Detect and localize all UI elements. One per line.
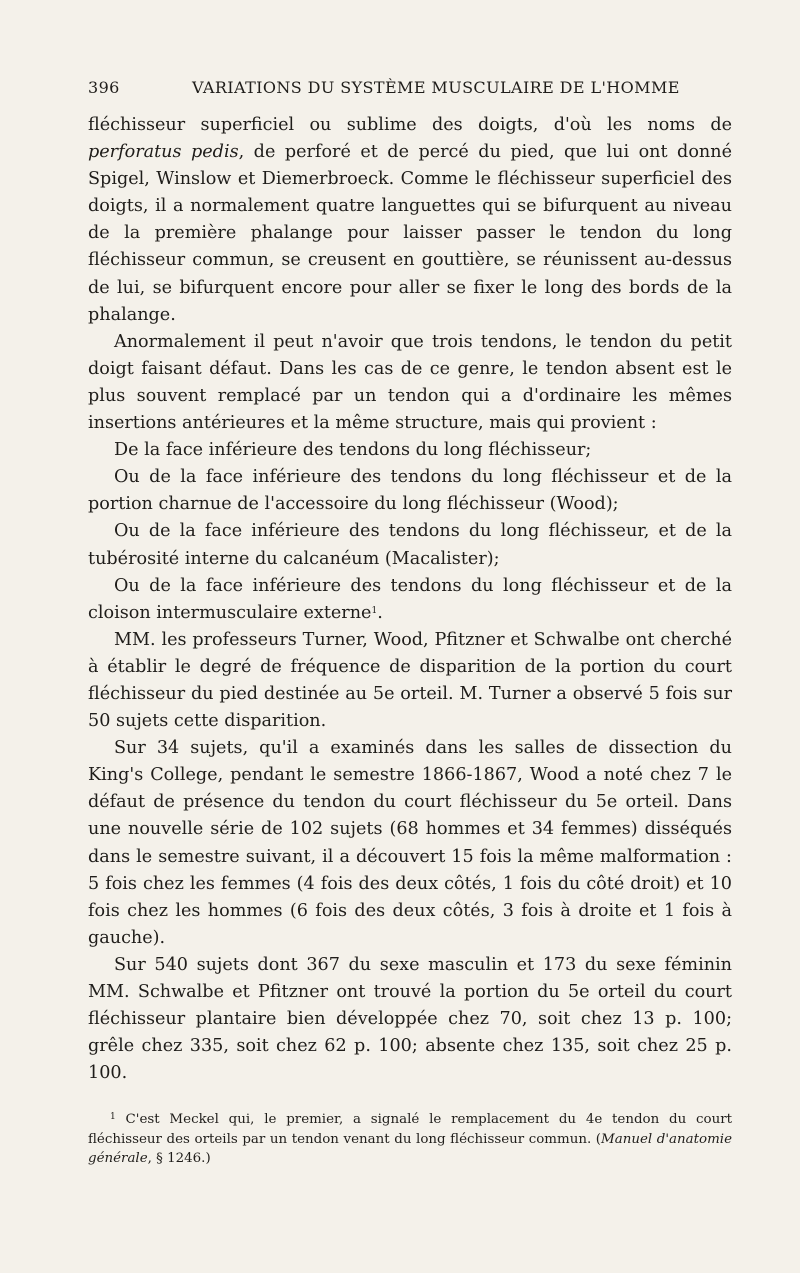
footnote-book-title: Manuel d'anatomie générale	[88, 1131, 732, 1166]
footnote-text: C'est Meckel qui, le premier, a signalé le remplacement du 4e tendon du court fléchisseur des orteils par un tendon venant du long fléchisseur commun. (	[88, 1112, 732, 1147]
paragraph-5: Ou de la face inférieure des tendons du long fléchisseur, et de la tubérosité interne du calcanéum (Macalister);	[88, 521, 732, 569]
paragraph-6-text: Ou de la face inférieure des tendons du long fléchisseur et de la cloison intermusculaire externe	[88, 575, 732, 623]
footnote-reference: 1	[371, 605, 378, 616]
footnote-text-end: , § 1246.)	[147, 1151, 211, 1166]
paragraph-1-text-cont: , de perforé et de percé du pied, que lui ont donné Spigel, Winslow et Diemerbroeck. Comme le fléchisseur superficiel des doigts, il a normalement quatre languettes qui se bifurquent au niveau de la première phalange pour laisser passer le tendon du long fléchisseur commun, se creusent en gouttière, se réunissent au-dessus de lui, se bifurquent encore pour aller se fixer le long des bords de la phalange.	[88, 142, 732, 325]
paragraph-6-end: .	[377, 602, 383, 623]
paragraph-1	[88, 112, 732, 329]
paragraph-1-text: fléchisseur superficiel ou sublime des doigts, d'où les noms de	[88, 115, 732, 135]
page-number: 396	[88, 78, 120, 97]
paragraph-7: MM. les professeurs Turner, Wood, Pfitzner et Schwalbe ont cherché à établir le degré de fréquence de disparition de la portion du court fléchisseur du pied destinée au 5e orteil. M. Turner a observé 5 fois sur 50 sujets cette disparition.	[88, 629, 732, 732]
footnote	[88, 1110, 732, 1169]
paragraph-6	[88, 573, 732, 627]
paragraph-8: Sur 34 sujets, qu'il a examinés dans les salles de dissection du King's College, pendant le semestre 1866-1867, Wood a noté chez 7 le défaut de présence du tendon du court fléchisseur du 5e orteil. Dans une nouvelle série de 102 sujets (68 hommes et 34 femmes) disséqués dans le semestre suivant, il a découvert 15 fois la même malformation : 5 fois chez les femmes (4 fois des deux côtés, 1 fois du côté droit) et 10 fois chez les hommes (6 fois des deux côtés, 3 fois à droite et 1 fois à gauche).	[88, 738, 732, 948]
footnote-marker: 1	[110, 1112, 116, 1122]
main-text	[88, 112, 732, 1087]
paragraph-4: Ou de la face inférieure des tendons du long fléchisseur et de la portion charnue de l'accessoire du long fléchisseur (Wood);	[88, 467, 732, 515]
perforatus-pedis-term: perforatus pedis	[88, 142, 239, 163]
paragraph-9: Sur 540 sujets dont 367 du sexe masculin et 173 du sexe féminin MM. Schwalbe et Pfitzner ont trouvé la portion du 5e orteil du court fléchisseur plantaire bien développée chez 70, soit chez 13 p. 100; grêle chez 335, soit chez 62 p. 100; absente chez 135, soit chez 25 p. 100.	[88, 954, 732, 1084]
paragraph-3: De la face inférieure des tendons du long fléchisseur;	[114, 440, 592, 461]
paragraph-2: Anormalement il peut n'avoir que trois tendons, le tendon du petit doigt faisant défaut. Dans les cas de ce genre, le tendon absent est le plus souvent remplacé par un tendon qui a d'ordinaire les mêmes insertions antérieures et la même structure, mais qui provient :	[88, 331, 732, 434]
running-title: VARIATIONS DU SYSTÈME MUSCULAIRE DE L'HOMME	[192, 78, 680, 97]
